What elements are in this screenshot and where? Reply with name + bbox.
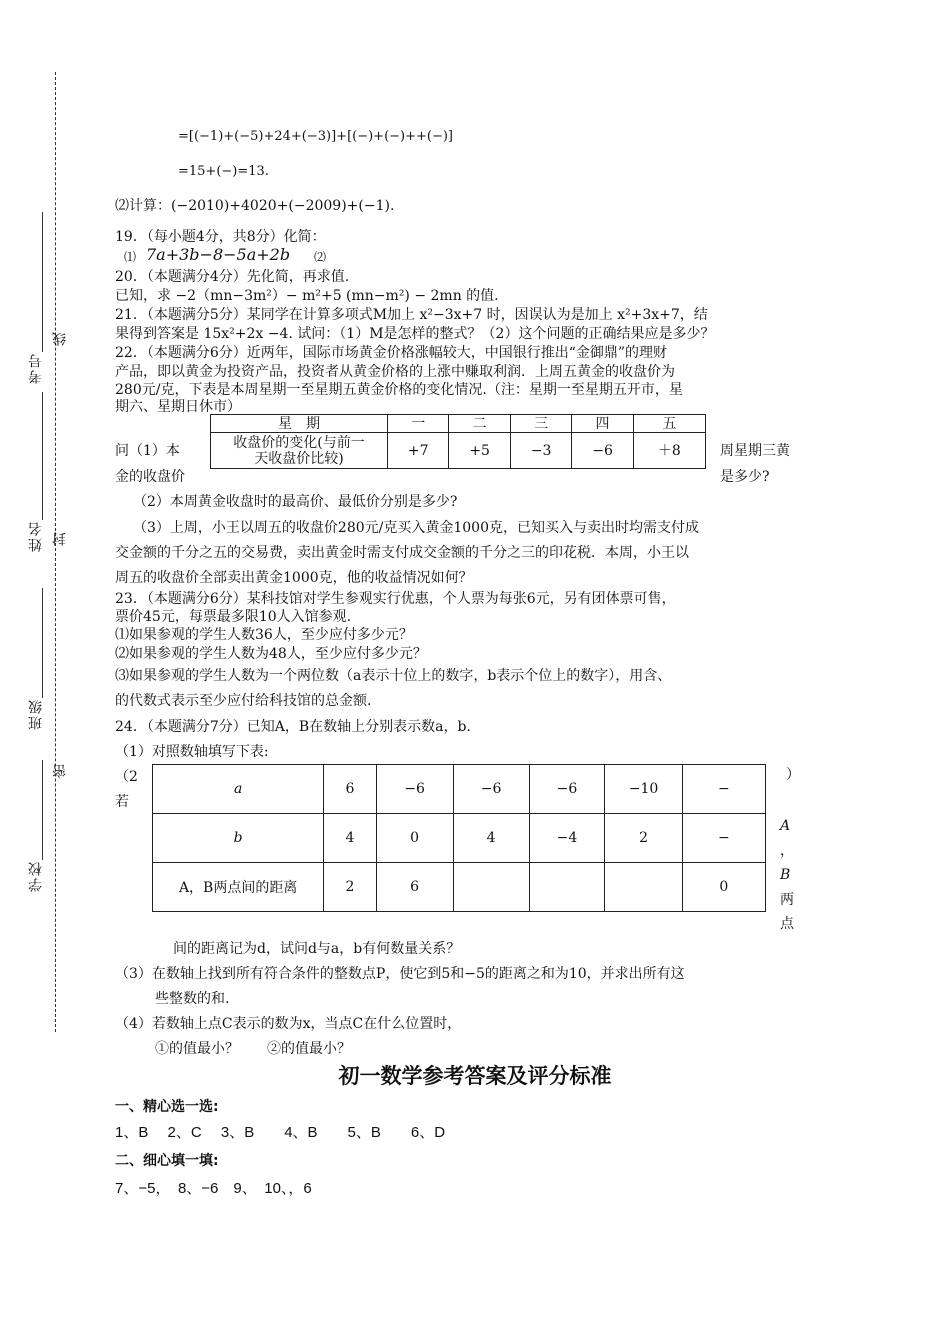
q21-line-2: 果得到答案是 15x²+2x −4. 试问：（1）M是怎样的整式？（2）这个问题的正确结果应是多少？ <box>115 326 715 342</box>
table-row-distance-cell-3 <box>453 863 529 912</box>
q19-heading: 19．（每小题4分，共8分）化简： <box>115 229 326 245</box>
table-row-a-label: a <box>153 765 324 814</box>
gold-table-header-mon: 一 <box>387 415 448 433</box>
gold-price-table <box>210 414 706 469</box>
gold-table-value-fri: ＋8 <box>633 433 705 469</box>
q20-body: 已知，求 −2（mn−3m²）− m²+5 (mn−m²) − 2mn 的值. <box>115 288 499 304</box>
q23-sub-3-line1: ⑶如果参观的学生人数为一个两位数（a表示十位上的数字，b表示个位上的数字），用含、 <box>115 668 672 684</box>
class-label: 班级 <box>28 698 44 730</box>
q24-sub-4: （4）若数轴上点C表示的数为x，当点C在什么位置时， <box>115 1016 462 1032</box>
q22-sub-3-line3: 周五的收盘价全部卖出黄金1000克，他的收益情况如何？ <box>115 570 473 586</box>
gold-table-value-wed: −3 <box>510 433 571 469</box>
gold-table-header-fri: 五 <box>633 415 705 433</box>
gold-table-value-thu: −6 <box>572 433 633 469</box>
table-row-distance-cell-1: 2 <box>324 863 376 912</box>
q24-sub-3-line1: （3）在数轴上找到所有符合条件的整数点P，使它到5和−5的距离之和为10，并求出所有这 <box>115 966 685 982</box>
table-row-distance-cell-5 <box>605 863 682 912</box>
table-row-a-cell-3: −6 <box>453 765 529 814</box>
table-row-distance-cell-4 <box>529 863 605 912</box>
q22-line-2: 产品，即以黄金为投资产品，投资者从黄金价格的上涨中赚取利润．上周五黄金的收盘价为 <box>115 364 675 380</box>
q23-line-1: 23．（本题满分6分）某科技馆对学生参观实行优惠，个人票为每张6元，另有团体票可售， <box>115 591 676 607</box>
q22-line-3: 280元/克，下表是本周星期一至星期五黄金价格的变化情况.（注：星期一至星期五开市，星 <box>115 382 683 398</box>
secret-label: 密 <box>52 762 68 778</box>
gold-table-value-mon: +7 <box>387 433 448 469</box>
gold-table-row-label-line1: 收盘价的变化(与前一 <box>233 434 365 451</box>
q22-right-text-2: 是多少? <box>720 469 770 485</box>
q22-right-text-1: 周星期三黄 <box>720 443 790 459</box>
answer-section-2-answers: 7、−5， 8、−6 9、 10、，6 <box>115 1180 312 1197</box>
q24-left-text-b: 若 <box>115 794 129 810</box>
table-row-b-cell-6: − <box>682 814 765 863</box>
q23-sub-2: ⑵如果参观的学生人数为48人，至少应付多少元？ <box>115 646 427 662</box>
q23-line-2: 票价45元，每票最多限10人入馆参观. <box>115 609 352 625</box>
number-line-table <box>152 764 766 912</box>
gold-table-header-weekday: 星 期 <box>211 415 388 433</box>
q22-line-4: 期六、星期日休市） <box>115 399 241 415</box>
name-underline <box>42 392 43 520</box>
name-label: 姓名 <box>28 520 44 552</box>
q22-line-1: 22．（本题满分6分）近两年，国际市场黄金价格涨幅较大，中国银行推出“金御鼎”的理财 <box>115 345 668 361</box>
class-underline <box>42 588 43 698</box>
table-row-a-cell-5: −10 <box>605 765 682 814</box>
binding-dashed-line <box>55 72 56 1032</box>
gold-table-value-tue: +5 <box>449 433 510 469</box>
table-row-b-cell-2: 0 <box>376 814 453 863</box>
q24-right-dian: 点 <box>780 916 794 932</box>
table-row-b-label: b <box>153 814 324 863</box>
q21-line-1: 21．（本题满分5分）某同学在计算多项式M加上 x²−3x+7 时，因误认为是加上 x²+3x+7，结 <box>115 307 708 323</box>
q19-part1-expression: 7a+3b−8−5a+2b <box>146 245 291 264</box>
q23-sub-3-line2: 的代数式表示至少应付给科技馆的总金额. <box>115 693 372 709</box>
q22-sub-3-line1: （3）上周，小王以周五的收盘价280元/克买入黄金1000克，已知买入与卖出时均需支付成 <box>133 520 699 536</box>
line-label: 线 <box>52 330 68 346</box>
calc-line-1: =[(−1)+(−5)+24+(−3)]+[(−)+(−)++(−)] <box>178 129 453 144</box>
answer-section-1-answers: 1、B 2、C 3、B 4、B 5、B 6、D <box>115 1124 446 1141</box>
table-row-distance-cell-6: 0 <box>682 863 765 912</box>
calc-question-2: ⑵计算：(−2010)+4020+(−2009)+(−1). <box>115 198 395 214</box>
q22-sub-3-line2: 交金额的千分之五的交易费，卖出黄金时需支付成交金额的千分之三的印花税．本周，小王以 <box>115 545 689 561</box>
table-row-b-cell-4: −4 <box>529 814 605 863</box>
school-label: 学校 <box>28 860 44 892</box>
exam-no-underline <box>42 212 43 352</box>
table-row-a-cell-1: 6 <box>324 765 376 814</box>
q24-sub-1: （1）对照数轴填写下表: <box>115 744 269 760</box>
q24-right-liang: 两 <box>780 892 794 908</box>
table-row-b-cell-5: 2 <box>605 814 682 863</box>
q22-left-text-2: 金的收盘价 <box>115 469 185 485</box>
q24-right-B: B <box>780 867 791 883</box>
table-row-b-cell-1: 4 <box>324 814 376 863</box>
gold-table-row-label <box>211 433 388 469</box>
q24-right-paren: ） <box>786 767 800 783</box>
q23-sub-1: ⑴如果参观的学生人数36人，至少应付多少元？ <box>115 627 413 643</box>
gold-table-header-tue: 二 <box>449 415 510 433</box>
q19-part2-number: ⑵ <box>314 250 327 264</box>
q22-left-text-1: 问（1）本 <box>115 443 180 459</box>
table-row-distance-cell-2: 6 <box>376 863 453 912</box>
table-row-a-cell-4: −6 <box>529 765 605 814</box>
gold-table-row-label-line2: 天收盘价比较) <box>254 450 344 467</box>
q24-right-A: A <box>780 818 791 834</box>
gold-table-header-wed: 三 <box>510 415 571 433</box>
gold-table-header-thu: 四 <box>572 415 633 433</box>
table-row-b-cell-3: 4 <box>453 814 529 863</box>
table-row-a-cell-6: − <box>682 765 765 814</box>
q24-sub-4-options: ①的值最小？ ②的值最小？ <box>155 1041 351 1057</box>
q24-sub-2: 间的距离记为d，试问d与a，b有何数量关系？ <box>173 941 461 957</box>
q24-heading: 24．（本题满分7分）已知A，B在数轴上分别表示数a，b. <box>115 719 471 735</box>
answer-section-1-heading: 一、精心选一选: <box>115 1099 219 1115</box>
table-row-a-cell-2: −6 <box>376 765 453 814</box>
q19-part1-number: ⑴ <box>124 250 137 264</box>
answer-key-title: 初一数学参考答案及评分标准 <box>338 1064 612 1088</box>
calc-line-2: =15+(−)=13. <box>178 164 269 179</box>
q24-left-text-a: （2 <box>115 769 138 785</box>
school-underline <box>42 760 43 860</box>
q20-heading: 20．（本题满分4分）先化简，再求值. <box>115 269 350 285</box>
table-row-distance-label: A，B两点间的距离 <box>153 863 324 912</box>
exam-no-label: 考号 <box>28 352 44 384</box>
q24-sub-3-line2: 些整数的和. <box>155 991 230 1007</box>
q24-right-comma: ， <box>780 843 794 859</box>
seal-label: 封 <box>52 530 68 546</box>
q22-sub-2: （2）本周黄金收盘时的最高价、最低价分别是多少? <box>133 494 458 510</box>
answer-section-2-heading: 二、细心填一填: <box>115 1153 219 1169</box>
